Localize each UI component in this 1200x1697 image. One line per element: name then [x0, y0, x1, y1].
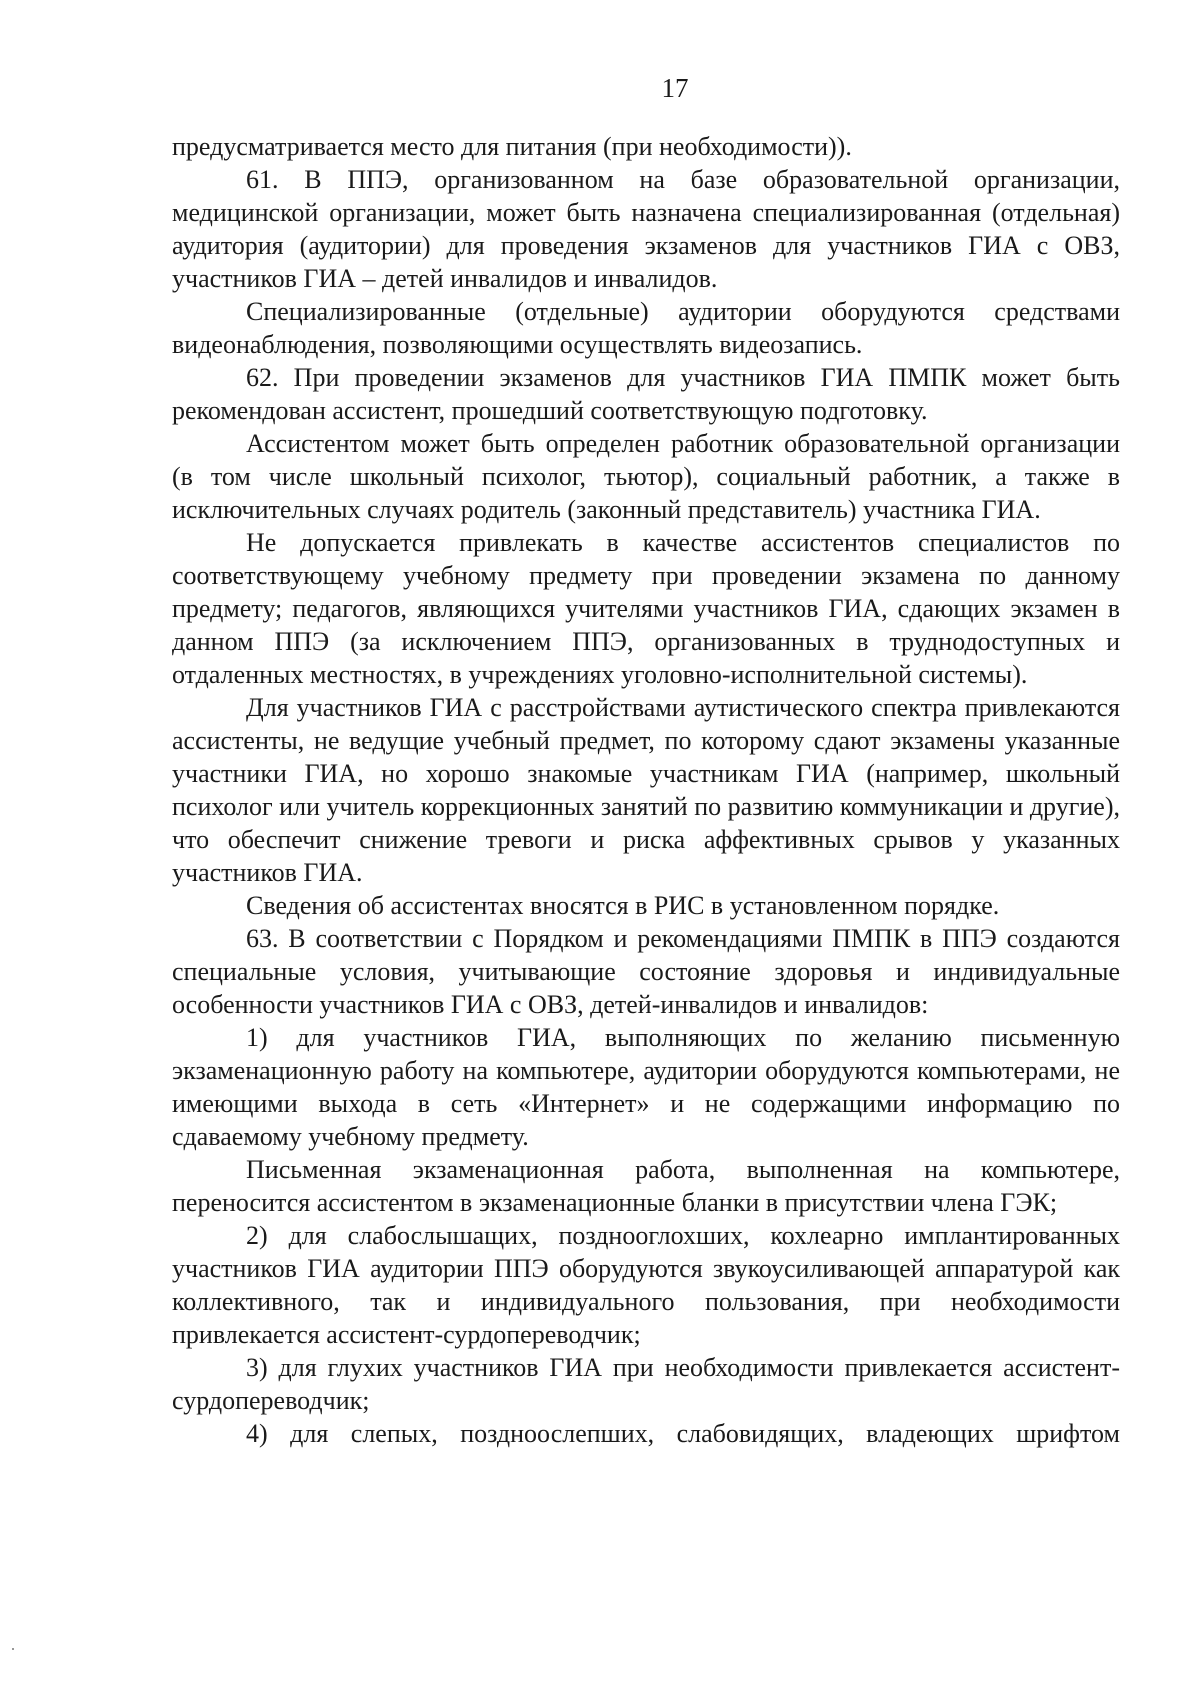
- paragraph-63: 63. В соответствии с Порядком и рекомендациями ПМПК в ППЭ создаются специальные условия, учитывающие состояние здоровья и индивидуальные особенности участников ГИА с ОВЗ, детей-инвалидов и инвалидов:: [172, 924, 1120, 1019]
- paragraph-item-4: 4) для слепых, поздноослепших, слабовидящих, владеющих шрифтом: [246, 1419, 1120, 1448]
- paragraph-item-2: 2) для слабослышащих, позднооглохших, кохлеарно имплантированных участников ГИА аудитории ППЭ оборудуются звукоусиливающей аппаратурой как коллективного, так и индивидуального пользования, при необходимости привлекается ассистент-сурдопереводчик;: [172, 1221, 1120, 1349]
- paragraph-1: предусматривается место для питания (при необходимости)).: [172, 132, 852, 161]
- scan-speck: [12, 1648, 14, 1650]
- paragraph-assistant-definition: Ассистентом может быть определен работник образовательной организации (в том числе школьный психолог, тьютор), социальный работник, а также в исключительных случаях родитель (законный представитель) участника ГИА.: [172, 429, 1120, 524]
- paragraph-specialized-rooms: Специализированные (отдельные) аудитории оборудуются средствами видеонаблюдения, позволяющими осуществлять видеозапись.: [172, 297, 1120, 359]
- paragraph-autism-assistants: Для участников ГИА с расстройствами аутистического спектра привлекаются ассистенты, не ведущие учебный предмет, по которому сдают экзамены указанные участники ГИА, но хорошо знакомые участникам ГИА (например, школьный психолог или учитель коррекционных занятий по развитию коммуникации и другие), что обеспечит снижение тревоги и риска аффективных срывов у указанных участников ГИА.: [172, 693, 1120, 887]
- page-number: 17: [661, 73, 689, 103]
- paragraph-61: 61. В ППЭ, организованном на базе образовательной организации, медицинской организации, может быть назначена специализированная (отдельная) аудитория (аудитории) для проведения экзаменов для участников ГИА с ОВЗ, участников ГИА – детей инвалидов и инвалидов.: [172, 165, 1120, 293]
- paragraph-62: 62. При проведении экзаменов для участников ГИА ПМПК может быть рекомендован ассистент, прошедший соответствующую подготовку.: [172, 363, 1120, 425]
- paragraph-item-1: 1) для участников ГИА, выполняющих по желанию письменную экзаменационную работу на компьютере, аудитории оборудуются компьютерами, не имеющими выхода в сеть «Интернет» и не содержащими информацию по сдаваемому учебному предмету.: [172, 1023, 1120, 1151]
- paragraph-assistant-restrictions: Не допускается привлекать в качестве ассистентов специалистов по соответствующему учебному предмету при проведении экзамена по данному предмету; педагогов, являющихся учителями участников ГИА, сдающих экзамен в данном ППЭ (за исключением ППЭ, организованных в труднодоступных и отдаленных местностях, в учреждениях уголовно-исполнительной системы).: [172, 528, 1120, 689]
- body-text: [172, 130, 1120, 1450]
- paragraph-written-work: Письменная экзаменационная работа, выполненная на компьютере, переносится ассистентом в экзаменационные бланки в присутствии члена ГЭК;: [172, 1155, 1120, 1217]
- paragraph-assistant-records: Сведения об ассистентах вносятся в РИС в установленном порядке.: [246, 891, 1000, 920]
- paragraph-item-3: 3) для глухих участников ГИА при необходимости привлекается ассистент-сурдопереводчик;: [172, 1353, 1120, 1415]
